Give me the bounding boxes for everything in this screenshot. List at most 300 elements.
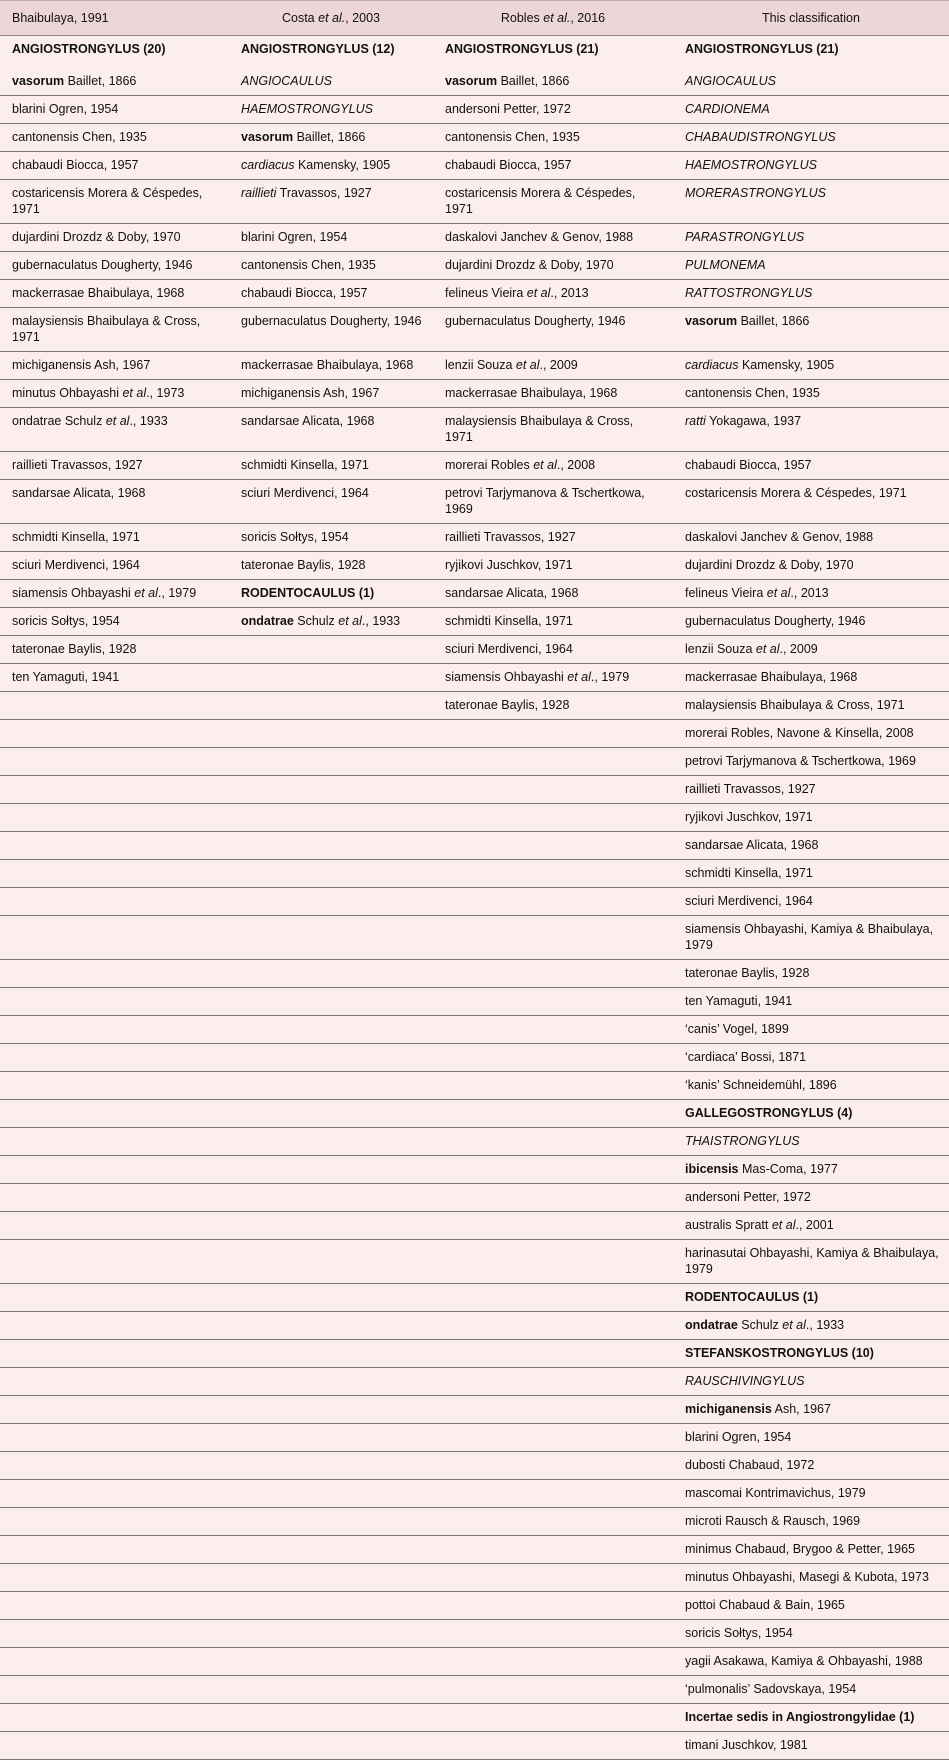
cell-text: raillieti Travassos, 1927 (445, 530, 576, 544)
cell-text: MORERASTRONGYLUS (685, 186, 826, 200)
cell-text: siamensis Ohbayashi, Kamiya & Bhaibulaya, 1979 (685, 922, 934, 952)
cell-text: ., 1933 (361, 614, 401, 628)
cell-text: raillieti (241, 186, 277, 200)
cell-costa (229, 352, 433, 380)
cell-text: ANGIOCAULUS (685, 74, 776, 88)
cell-this-classification (673, 832, 949, 860)
cell-text: et al (515, 358, 540, 372)
table-row (0, 552, 949, 580)
cell-text: RAUSCHIVINGYLUS (685, 1374, 805, 1388)
cell-robles (433, 1396, 673, 1424)
cell-costa (229, 1368, 433, 1396)
cell-costa (229, 1732, 433, 1760)
header-row (0, 1, 949, 36)
table-row (0, 380, 949, 408)
cell-costa (229, 1156, 433, 1184)
cell-text: sandarsae Alicata, 1968 (12, 486, 146, 500)
cell-bhaibulaya (0, 1072, 229, 1100)
table-row (0, 152, 949, 180)
cell-text: tateronae Baylis, 1928 (445, 698, 570, 712)
cell-robles (433, 1564, 673, 1592)
cell-bhaibulaya (0, 1340, 229, 1368)
cell-this-classification (673, 720, 949, 748)
cell-this-classification (673, 36, 949, 64)
cell-text: sandarsae Alicata, 1968 (241, 414, 375, 428)
cell-costa (229, 1072, 433, 1100)
header-costa: Costa et al., 2003 (229, 1, 433, 36)
cell-text: et al (782, 1318, 806, 1332)
cell-costa (229, 480, 433, 524)
cell-text: dujardini Drozdz & Doby, 1970 (685, 558, 854, 572)
cell-bhaibulaya (0, 1452, 229, 1480)
cell-costa (229, 280, 433, 308)
cell-bhaibulaya (0, 692, 229, 720)
cell-bhaibulaya (0, 988, 229, 1016)
cell-this-classification (673, 692, 949, 720)
cell-text: et al (766, 586, 791, 600)
cell-bhaibulaya (0, 552, 229, 580)
cell-text: blarini Ogren, 1954 (12, 102, 119, 116)
cell-robles (433, 252, 673, 280)
cell-text: andersoni Petter, 1972 (445, 102, 571, 116)
cell-this-classification (673, 1340, 949, 1368)
cell-robles (433, 224, 673, 252)
cell-bhaibulaya (0, 1312, 229, 1340)
cell-text: vasorum (445, 74, 498, 88)
table-row (0, 832, 949, 860)
cell-text: malaysiensis Bhaibulaya & Cross, 1971 (12, 314, 201, 344)
cell-text: gubernaculatus Dougherty, 1946 (12, 258, 193, 272)
cell-this-classification (673, 408, 949, 452)
cell-text: HAEMOSTRONGYLUS (241, 102, 373, 116)
cell-bhaibulaya (0, 580, 229, 608)
cell-robles (433, 692, 673, 720)
table-row (0, 1508, 949, 1536)
cell-text: schmidti Kinsella, 1971 (12, 530, 140, 544)
cell-costa (229, 888, 433, 916)
table-row (0, 888, 949, 916)
cell-text: ryjikovi Juschkov, 1971 (445, 558, 573, 572)
cell-text: dujardini Drozdz & Doby, 1970 (12, 230, 181, 244)
table-row (0, 1072, 949, 1100)
cell-robles (433, 1156, 673, 1184)
cell-costa (229, 1592, 433, 1620)
cell-robles (433, 776, 673, 804)
cell-costa (229, 1536, 433, 1564)
cell-text: ., 2008 (556, 458, 596, 472)
cell-this-classification (673, 308, 949, 352)
cell-text: cantonensis Chen, 1935 (685, 386, 820, 400)
cell-text: et al (755, 642, 780, 656)
cell-bhaibulaya (0, 1212, 229, 1240)
cell-robles (433, 988, 673, 1016)
cell-robles (433, 1508, 673, 1536)
cell-this-classification (673, 1368, 949, 1396)
cell-text: chabaudi Biocca, 1957 (241, 286, 368, 300)
cell-this-classification (673, 152, 949, 180)
cell-costa (229, 224, 433, 252)
table-row (0, 1592, 949, 1620)
cell-text: dubosti Chabaud, 1972 (685, 1458, 815, 1472)
table-row (0, 608, 949, 636)
cell-costa (229, 1452, 433, 1480)
cell-this-classification (673, 1284, 949, 1312)
cell-bhaibulaya (0, 1284, 229, 1312)
cell-text: PARASTRONGYLUS (685, 230, 805, 244)
cell-costa (229, 1704, 433, 1732)
cell-text: ., 1933 (129, 414, 168, 428)
cell-this-classification (673, 1564, 949, 1592)
cell-text: sciuri Merdivenci, 1964 (12, 558, 140, 572)
cell-text: raillieti Travassos, 1927 (685, 782, 816, 796)
cell-this-classification (673, 1156, 949, 1184)
cell-text: timani Juschkov, 1981 (685, 1738, 808, 1752)
cell-this-classification (673, 1184, 949, 1212)
cell-text: costaricensis Morera & Céspedes, 1971 (685, 486, 907, 500)
cell-text: chabaudi Biocca, 1957 (445, 158, 572, 172)
cell-text: ‘pulmonalis’ Sadovskaya, 1954 (685, 1682, 857, 1696)
cell-text: RODENTOCAULUS (1) (241, 586, 375, 600)
table-row (0, 224, 949, 252)
cell-this-classification (673, 524, 949, 552)
cell-text: dujardini Drozdz & Doby, 1970 (445, 258, 614, 272)
table-row (0, 63, 949, 96)
table-row (0, 1156, 949, 1184)
cell-costa (229, 804, 433, 832)
cell-text: schmidti Kinsella, 1971 (241, 458, 369, 472)
cell-text: mackerrasae Bhaibulaya, 1968 (445, 386, 618, 400)
cell-text: vasorum (241, 130, 294, 144)
cell-robles (433, 480, 673, 524)
cell-this-classification (673, 804, 949, 832)
cell-text: ANGIOSTRONGYLUS (21) (685, 42, 839, 56)
cell-bhaibulaya (0, 1676, 229, 1704)
cell-text: malaysiensis Bhaibulaya & Cross, 1971 (445, 414, 634, 444)
cell-text: sciuri Merdivenci, 1964 (241, 486, 369, 500)
cell-this-classification (673, 664, 949, 692)
cell-text: ‘kanis’ Schneidemühl, 1896 (685, 1078, 837, 1092)
cell-robles (433, 748, 673, 776)
cell-text: Yokagawa, 1937 (705, 414, 802, 428)
cell-this-classification (673, 1312, 949, 1340)
cell-robles (433, 308, 673, 352)
cell-text: raillieti Travassos, 1927 (12, 458, 143, 472)
cell-robles (433, 1424, 673, 1452)
table-row (0, 1732, 949, 1760)
cell-text: chabaudi Biocca, 1957 (685, 458, 812, 472)
cell-text: RATTOSTRONGYLUS (685, 286, 813, 300)
cell-this-classification (673, 1072, 949, 1100)
cell-this-classification (673, 1212, 949, 1240)
cell-costa (229, 524, 433, 552)
cell-text: ANGIOCAULUS (241, 74, 332, 88)
cell-text: daskalovi Janchev & Genov, 1988 (685, 530, 874, 544)
cell-costa (229, 1676, 433, 1704)
cell-bhaibulaya (0, 352, 229, 380)
cell-text: gubernaculatus Dougherty, 1946 (685, 614, 866, 628)
cell-costa (229, 252, 433, 280)
cell-costa (229, 380, 433, 408)
cell-robles (433, 1312, 673, 1340)
table-row (0, 308, 949, 352)
cell-robles (433, 832, 673, 860)
table-row (0, 1564, 949, 1592)
table-row (0, 1340, 949, 1368)
cell-costa (229, 608, 433, 636)
table-row (0, 636, 949, 664)
cell-bhaibulaya (0, 380, 229, 408)
cell-this-classification (673, 988, 949, 1016)
cell-text: pottoi Chabaud & Bain, 1965 (685, 1598, 845, 1612)
cell-costa (229, 124, 433, 152)
cell-text: Mas-Coma, 1977 (738, 1162, 838, 1176)
cell-robles (433, 888, 673, 916)
table-row (0, 1240, 949, 1284)
cell-robles (433, 664, 673, 692)
cell-bhaibulaya (0, 1044, 229, 1072)
cell-bhaibulaya (0, 524, 229, 552)
cell-text: ., 2013 (790, 586, 829, 600)
cell-bhaibulaya (0, 1184, 229, 1212)
cell-robles (433, 720, 673, 748)
cell-text: australis Spratt (685, 1218, 772, 1232)
cell-text: ., 2009 (779, 642, 818, 656)
cell-text: michiganensis Ash, 1967 (241, 386, 380, 400)
cell-text: costaricensis Morera & Céspedes, 1971 (12, 186, 203, 216)
cell-bhaibulaya (0, 1016, 229, 1044)
table-row (0, 960, 949, 988)
cell-bhaibulaya (0, 1100, 229, 1128)
cell-this-classification (673, 96, 949, 124)
cell-text: felineus Vieira (685, 586, 767, 600)
cell-text: morerai Robles, Navone & Kinsella, 2008 (685, 726, 914, 740)
table-row (0, 1100, 949, 1128)
cell-costa (229, 832, 433, 860)
cell-costa (229, 1620, 433, 1648)
cell-bhaibulaya (0, 252, 229, 280)
cell-text: ten Yamaguti, 1941 (12, 670, 120, 684)
cell-text: yagii Asakawa, Kamiya & Ohbayashi, 1988 (685, 1654, 923, 1668)
table-row (0, 1044, 949, 1072)
cell-costa (229, 636, 433, 664)
cell-bhaibulaya (0, 96, 229, 124)
cell-text: malaysiensis Bhaibulaya & Cross, 1971 (685, 698, 905, 712)
cell-robles (433, 1480, 673, 1508)
header-bhaibulaya: Bhaibulaya, 1991 (0, 1, 229, 36)
cell-robles (433, 1072, 673, 1100)
cell-text: petrovi Tarjymanova & Tschertkowa, 1969 (445, 486, 645, 516)
cell-text: vasorum (685, 314, 738, 328)
cell-robles (433, 1676, 673, 1704)
cell-this-classification (673, 63, 949, 96)
cell-this-classification (673, 1128, 949, 1156)
cell-text: RODENTOCAULUS (1) (685, 1290, 819, 1304)
cell-text: felineus Vieira (445, 286, 527, 300)
header-robles: Robles et al., 2016 (433, 1, 673, 36)
cell-robles (433, 916, 673, 960)
cell-text: Ash, 1967 (771, 1402, 831, 1416)
cell-this-classification (673, 1508, 949, 1536)
cell-bhaibulaya (0, 1648, 229, 1676)
table-row (0, 96, 949, 124)
cell-robles (433, 152, 673, 180)
table-row (0, 1312, 949, 1340)
cell-text: HAEMOSTRONGYLUS (685, 158, 817, 172)
cell-text: cardiacus (241, 158, 295, 172)
cell-costa (229, 1128, 433, 1156)
table-row (0, 748, 949, 776)
cell-costa (229, 664, 433, 692)
cell-text: Incertae sedis in Angiostrongylidae (1) (685, 1710, 915, 1724)
cell-robles (433, 1368, 673, 1396)
cell-robles (433, 1240, 673, 1284)
cell-bhaibulaya (0, 224, 229, 252)
table-row (0, 36, 949, 64)
table-row (0, 1284, 949, 1312)
table-row (0, 1620, 949, 1648)
cell-text: siamensis Ohbayashi (445, 670, 568, 684)
cell-this-classification (673, 1732, 949, 1760)
table-row (0, 664, 949, 692)
cell-robles (433, 1340, 673, 1368)
cell-text: morerai Robles (445, 458, 534, 472)
table-row (0, 1184, 949, 1212)
cell-text: ANGIOSTRONGYLUS (21) (445, 42, 599, 56)
cell-text: ondatrae Schulz (12, 414, 106, 428)
cell-this-classification (673, 1704, 949, 1732)
cell-this-classification (673, 124, 949, 152)
table-row (0, 776, 949, 804)
table-row (0, 804, 949, 832)
cell-text: ., 1979 (590, 670, 630, 684)
cell-robles (433, 1284, 673, 1312)
cell-text: CARDIONEMA (685, 102, 770, 116)
cell-bhaibulaya (0, 1156, 229, 1184)
table-row (0, 1212, 949, 1240)
cell-this-classification (673, 452, 949, 480)
cell-bhaibulaya (0, 832, 229, 860)
cell-robles (433, 380, 673, 408)
cell-costa (229, 1396, 433, 1424)
cell-text: ., 2013 (550, 286, 589, 300)
cell-text: cardiacus (685, 358, 739, 372)
cell-costa (229, 1044, 433, 1072)
cell-costa (229, 1100, 433, 1128)
cell-text: mackerrasae Bhaibulaya, 1968 (685, 670, 858, 684)
cell-text: lenzii Souza (685, 642, 756, 656)
cell-robles (433, 180, 673, 224)
cell-text: chabaudi Biocca, 1957 (12, 158, 139, 172)
cell-text: minutus Ohbayashi, Masegi & Kubota, 1973 (685, 1570, 929, 1584)
table-row (0, 524, 949, 552)
cell-robles (433, 36, 673, 64)
cell-robles (433, 960, 673, 988)
cell-bhaibulaya (0, 1592, 229, 1620)
cell-costa (229, 720, 433, 748)
cell-text: Kamensky, 1905 (294, 158, 391, 172)
cell-text: CHABAUDISTRONGYLUS (685, 130, 836, 144)
cell-costa (229, 152, 433, 180)
cell-bhaibulaya (0, 776, 229, 804)
table-row (0, 720, 949, 748)
cell-text: ., 2009 (539, 358, 578, 372)
cell-text: cantonensis Chen, 1935 (12, 130, 147, 144)
table-row (0, 1536, 949, 1564)
cell-robles (433, 124, 673, 152)
cell-this-classification (673, 1016, 949, 1044)
cell-bhaibulaya (0, 1704, 229, 1732)
cell-text: tateronae Baylis, 1928 (241, 558, 366, 572)
cell-costa (229, 36, 433, 64)
cell-this-classification (673, 580, 949, 608)
cell-text: ratti (685, 414, 706, 428)
cell-text: mackerrasae Bhaibulaya, 1968 (12, 286, 185, 300)
cell-text: costaricensis Morera & Céspedes, 1971 (445, 186, 636, 216)
cell-bhaibulaya (0, 1508, 229, 1536)
cell-costa (229, 1184, 433, 1212)
cell-text: et al (122, 386, 147, 400)
table-row (0, 1676, 949, 1704)
cell-text: Baillet, 1866 (497, 74, 570, 88)
cell-bhaibulaya (0, 916, 229, 960)
table-row (0, 1704, 949, 1732)
cell-text: michiganensis Ash, 1967 (12, 358, 151, 372)
cell-robles (433, 1128, 673, 1156)
cell-text: ., 1979 (157, 586, 197, 600)
cell-costa (229, 63, 433, 96)
cell-text: Baillet, 1866 (293, 130, 366, 144)
cell-robles (433, 1732, 673, 1760)
cell-this-classification (673, 1424, 949, 1452)
cell-robles (433, 452, 673, 480)
cell-robles (433, 580, 673, 608)
cell-text: et al (567, 670, 591, 684)
cell-text: gubernaculatus Dougherty, 1946 (445, 314, 626, 328)
cell-this-classification (673, 1240, 949, 1284)
cell-text: et al (771, 1218, 796, 1232)
table-row (0, 860, 949, 888)
cell-bhaibulaya (0, 1620, 229, 1648)
cell-this-classification (673, 180, 949, 224)
cell-this-classification (673, 552, 949, 580)
cell-robles (433, 804, 673, 832)
cell-robles (433, 860, 673, 888)
table-body (0, 36, 949, 1760)
cell-costa (229, 692, 433, 720)
table-row (0, 692, 949, 720)
cell-this-classification (673, 1480, 949, 1508)
cell-costa (229, 1212, 433, 1240)
cell-costa (229, 776, 433, 804)
cell-text: THAISTRONGYLUS (685, 1134, 800, 1148)
cell-this-classification (673, 380, 949, 408)
cell-costa (229, 1016, 433, 1044)
cell-bhaibulaya (0, 664, 229, 692)
cell-robles (433, 608, 673, 636)
cell-costa (229, 1424, 433, 1452)
cell-this-classification (673, 224, 949, 252)
cell-robles (433, 63, 673, 96)
table-row (0, 1016, 949, 1044)
cell-robles (433, 1212, 673, 1240)
cell-text: Schulz (293, 614, 339, 628)
cell-text: Kamensky, 1905 (738, 358, 835, 372)
cell-text: sandarsae Alicata, 1968 (445, 586, 579, 600)
cell-text: ‘cardiaca’ Bossi, 1871 (685, 1050, 807, 1064)
cell-bhaibulaya (0, 960, 229, 988)
cell-costa (229, 916, 433, 960)
cell-bhaibulaya (0, 860, 229, 888)
